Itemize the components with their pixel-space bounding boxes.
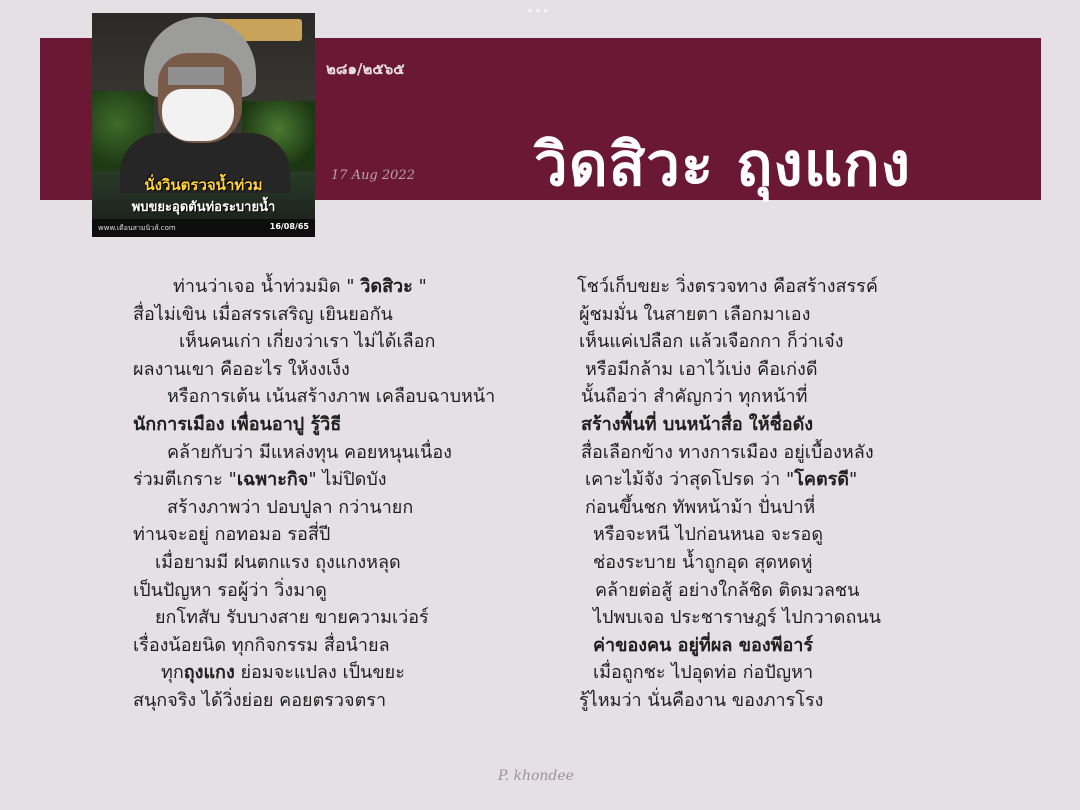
poem-text: " bbox=[849, 469, 858, 491]
poem-text: หรือมีกล้าม เอาไว้เบ่ง คือเก่งดี bbox=[585, 358, 818, 380]
poem-line bbox=[133, 356, 495, 384]
poem-text: ช่องระบาย น้ำถูกอุด สุดหดหู่ bbox=[593, 551, 813, 573]
poem-line bbox=[577, 577, 881, 605]
poem-text: ท่านว่าเจอ น้ำท่วมมิด " bbox=[173, 276, 361, 297]
poem-text: เมื่อยามมี ฝนตกแรง ถุงแกงหลุด bbox=[155, 551, 401, 573]
poem-text: ท่านจะอยู่ กอทอมอ รอสี่ปี bbox=[133, 524, 331, 546]
top-dots: ••• bbox=[527, 6, 551, 17]
poem-text: หรือจะหนี ไปก่อนหนอ จะรอดู bbox=[593, 524, 824, 546]
poem-line bbox=[133, 659, 495, 687]
poem-line bbox=[577, 411, 881, 439]
poem-text: คล้ายต่อสู้ อย่างใกล้ชิด ติดมวลชน bbox=[595, 579, 860, 601]
poem-text: ไปพบเจอ ประชาราษฎร์ ไปกวาดถนน bbox=[593, 607, 881, 629]
poem-line bbox=[577, 301, 881, 329]
author-signature: P. khondee bbox=[498, 768, 574, 784]
poem-text: รู้ไหมว่า นั่นคืองาน ของภารโรง bbox=[579, 689, 824, 711]
poem-line bbox=[133, 273, 495, 301]
poem-emphasis: เฉพาะกิจ bbox=[236, 469, 309, 491]
poem-line bbox=[577, 521, 881, 549]
poem-text: เห็นแค่เปลือก แล้วเจือกกา ก็ว่าเจ๋ง bbox=[579, 331, 844, 353]
poem-text: ผู้ชมมั่น ในสายตา เลือกมาเอง bbox=[579, 303, 811, 325]
poem-text: " ไม่ปิดบัง bbox=[308, 469, 387, 491]
photo-face-mask bbox=[162, 89, 234, 141]
poem-text: ทุก bbox=[161, 662, 184, 684]
poem-line bbox=[133, 549, 495, 577]
poem-line bbox=[133, 466, 495, 494]
poem-line bbox=[577, 604, 881, 632]
poem-line bbox=[133, 521, 495, 549]
poem-text: ยกโทสับ รับบางสาย ขายความเว่อร์ bbox=[155, 607, 429, 629]
poem-text: ร่วมตีเกราะ " bbox=[133, 469, 237, 491]
poem-line bbox=[577, 356, 881, 384]
poem-line bbox=[133, 439, 495, 467]
poem-line bbox=[577, 439, 881, 467]
photo-censor-blur bbox=[168, 67, 224, 85]
poem-line bbox=[577, 494, 881, 522]
poem-emphasis: โคตรดี bbox=[794, 469, 849, 491]
poem-line bbox=[577, 687, 881, 715]
poem-text: สนุกจริง ได้วิ่งย่อย คอยตรวจตรา bbox=[133, 689, 387, 711]
poem-text: " bbox=[412, 276, 427, 297]
poem-line bbox=[133, 411, 495, 439]
poem-text: นั้นถือว่า สำคัญกว่า ทุกหน้าที่ bbox=[581, 386, 808, 408]
poem-line bbox=[133, 687, 495, 715]
poem-text: คล้ายกับว่า มีแหล่งทุน คอยหนุนเนื่อง bbox=[167, 441, 452, 463]
photo-caption-headline: นั่งวินตรวจน้ำท่วม bbox=[144, 176, 263, 194]
post-date: 17 Aug 2022 bbox=[331, 168, 415, 183]
page-title: วิดสิวะ ถุงแกง bbox=[534, 130, 912, 200]
poem-line bbox=[133, 604, 495, 632]
poem-line bbox=[577, 659, 881, 687]
poem-line bbox=[577, 549, 881, 577]
poem-left-column bbox=[133, 273, 495, 715]
photo-footer-site: www.เดือนสามนิวส์.com bbox=[98, 224, 176, 232]
poem-line bbox=[133, 383, 495, 411]
poem-text: หรือการเต้น เน้นสร้างภาพ เคลือบฉาบหน้า bbox=[167, 386, 496, 408]
poem-line bbox=[133, 632, 495, 660]
poem-text: สื่อเลือกข้าง ทางการเมือง อยู่เบื้องหลัง bbox=[581, 441, 874, 463]
poem-text: โชว์เก็บขยะ วิ่งตรวจทาง คือสร้างสรรค์ bbox=[577, 276, 878, 297]
poem-line bbox=[133, 577, 495, 605]
photo-footer-date: 16/08/65 bbox=[269, 222, 309, 231]
poem-line bbox=[577, 328, 881, 356]
poem-line bbox=[133, 328, 495, 356]
poem-text: ย่อมจะแปลง เป็นขยะ bbox=[234, 662, 405, 684]
poem-text: เป็นปัญหา รอผู้ว่า วิ่งมาดู bbox=[133, 579, 327, 601]
poem-text: เมื่อถูกชะ ไปอุดท่อ ก่อปัญหา bbox=[593, 662, 814, 684]
poem-text: เรื่องน้อยนิด ทุกกิจกรรม สื่อนำยล bbox=[133, 634, 390, 656]
poem-line bbox=[133, 494, 495, 522]
poem-emphasis: ถุงแกง bbox=[183, 662, 235, 684]
poem-line bbox=[577, 383, 881, 411]
poem-text: สร้างภาพว่า ปอบปูลา กว่านายก bbox=[167, 496, 414, 518]
photo-footer bbox=[92, 219, 315, 237]
issue-number: ๒๘๑/๒๕๖๕ bbox=[326, 60, 405, 78]
poem-text: เคาะไม้จัง ว่าสุดโปรด ว่า " bbox=[585, 469, 795, 491]
poem-line bbox=[577, 466, 881, 494]
poem-emphasis: นักการเมือง เพื่อนอาปู รู้วิธี bbox=[133, 413, 342, 435]
poem-text: เห็นคนเก่า เกี่ยงว่าเรา ไม่ได้เลือก bbox=[179, 331, 436, 353]
poem-right-column bbox=[577, 273, 881, 715]
poem-text: ผลงานเขา คืออะไร ให้งงเง็ง bbox=[133, 358, 350, 380]
poem-line bbox=[577, 632, 881, 660]
poem-emphasis: ค่าของคน อยู่ที่ผล ของพีอาร์ bbox=[593, 634, 814, 656]
news-photo bbox=[92, 13, 315, 237]
poem-emphasis: วิดสิวะ bbox=[360, 276, 413, 297]
poem-line bbox=[133, 301, 495, 329]
photo-caption-subline: พบขยะอุดตันท่อระบายน้ำ bbox=[131, 200, 276, 215]
poem-emphasis: สร้างพื้นที่ บนหน้าสื่อ ให้ชื่อดัง bbox=[581, 413, 814, 435]
poem-text: ก่อนขึ้นชก ทัพหน้าม้า ปั่นปาหี่ bbox=[585, 496, 816, 518]
poem-text: สื่อไม่เขิน เมื่อสรรเสริญ เยินยอกัน bbox=[133, 303, 393, 325]
poem-line bbox=[577, 273, 881, 301]
